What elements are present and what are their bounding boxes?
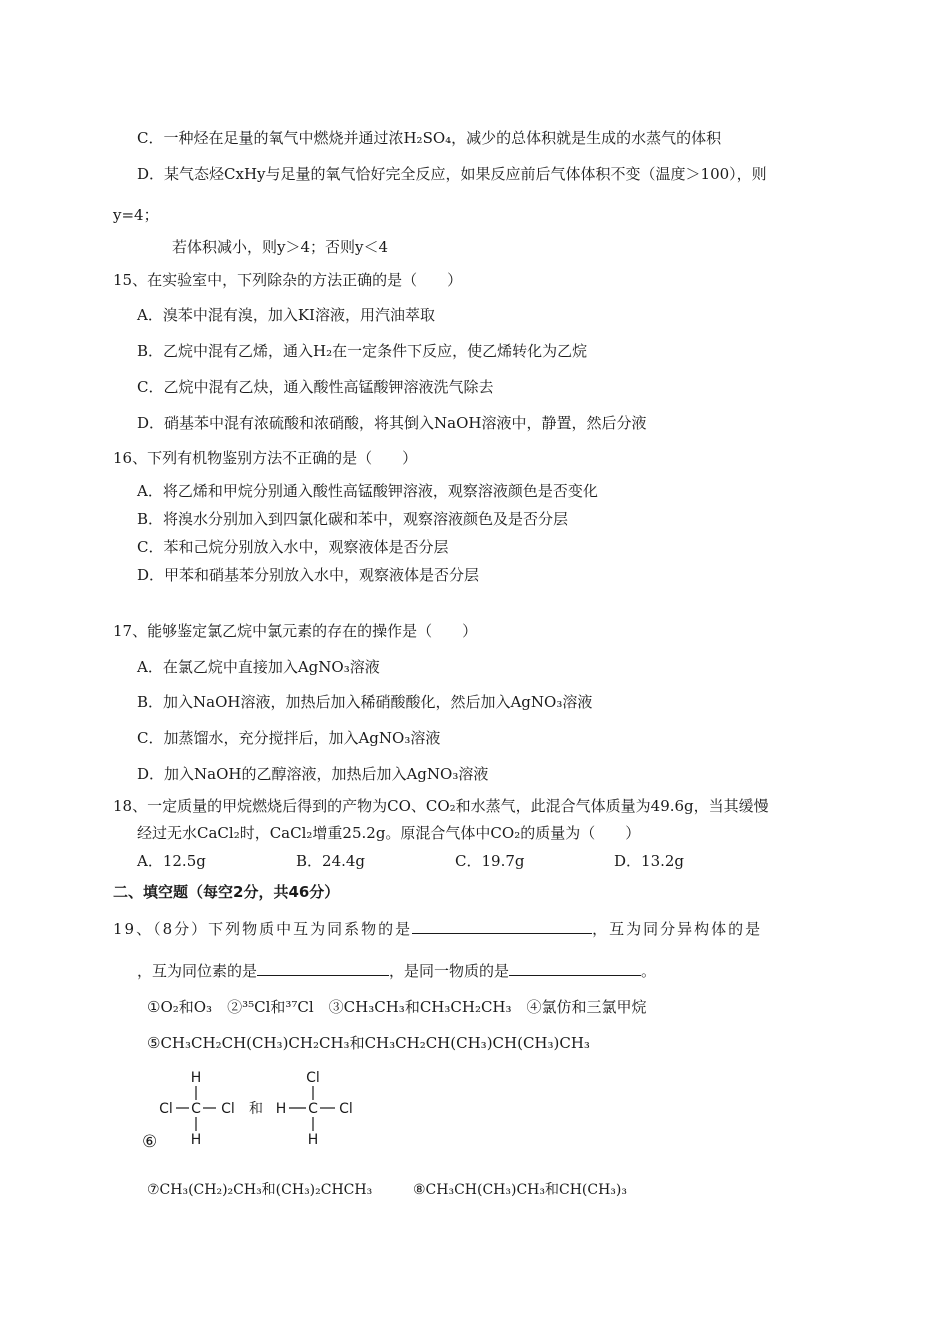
struct-left-right: Cl <box>221 1101 235 1117</box>
q19-stem-part4: ，是同一物质的是 <box>389 962 510 980</box>
q18-option-d: D．13.2g <box>614 852 685 870</box>
struct-right-top: Cl <box>306 1070 320 1086</box>
q19-items-1-to-4: ①O₂和O₃ ②³⁵Cl和³⁷Cl ③CH₃CH₃和CH₃CH₂CH₃ ④氯仿和三氯甲烷 <box>147 998 647 1016</box>
struct-conjunction: 和 <box>249 1101 263 1117</box>
q14-option-d-line3: 若体积减小，则y＞4；否则y＜4 <box>172 238 389 256</box>
struct-right-left: H <box>275 1101 287 1117</box>
q19-stem-part3: ，互为同位素的是 <box>137 962 258 980</box>
q19-stem-line2 <box>137 961 656 981</box>
q19-stem-line1 <box>113 919 762 939</box>
q15-option-a: A．溴苯中混有溴，加入KI溶液，用汽油萃取 <box>137 306 435 324</box>
q18-option-b: B．24.4g <box>296 852 366 870</box>
q19-stem-part1: 19、（8分）下列物质中互为同系物的是 <box>113 920 413 938</box>
q17-option-b: B．加入NaOH溶液，加热后加入稀硝酸酸化，然后加入AgNO₃溶液 <box>137 693 593 711</box>
q17-option-c: C．加蒸馏水，充分搅拌后，加入AgNO₃溶液 <box>137 729 441 747</box>
q17-option-d: D．加入NaOH的乙醇溶液，加热后加入AgNO₃溶液 <box>137 765 489 783</box>
q15-stem: 15、在实验室中，下列除杂的方法正确的是（ ） <box>113 271 463 289</box>
q18-stem-line2: 经过无水CaCl₂时，CaCl₂增重25.2g。原混合气体中CO₂的质量为（ ） <box>137 824 641 842</box>
q18-stem-line1: 18、一定质量的甲烷燃烧后得到的产物为CO、CO₂和水蒸气，此混合气体质量为49.6g，当其缓慢 <box>113 797 769 815</box>
struct-left-top: H <box>190 1070 202 1086</box>
q19-item-6: ⑥ <box>142 1132 158 1152</box>
answer-blank-isotopes[interactable] <box>257 961 389 976</box>
q17-option-a: A．在氯乙烷中直接加入AgNO₃溶液 <box>137 658 380 676</box>
q14-option-c: C．一种烃在足量的氧气中燃烧并通过浓H₂SO₄，减少的总体积就是生成的水蒸气的体积 <box>137 129 722 147</box>
q19-item-5: ⑤CH₃CH₂CH(CH₃)CH₂CH₃和CH₃CH₂CH(CH₃)CH(CH₃)CH₃ <box>147 1034 590 1052</box>
q14-option-d-line2: y=4； <box>113 206 159 224</box>
q19-stem-part5: 。 <box>641 962 657 980</box>
struct-left-bottom: H <box>190 1132 202 1148</box>
struct-right-right: Cl <box>339 1101 353 1117</box>
struct-left-left: Cl <box>159 1101 173 1117</box>
q19-item-7: ⑦CH₃(CH₂)₂CH₃和(CH₃)₂CHCH₃ <box>147 1182 373 1198</box>
q16-option-c: C．苯和己烷分别放入水中，观察液体是否分层 <box>137 538 449 556</box>
q15-option-d: D．硝基苯中混有浓硫酸和浓硝酸，将其倒入NaOH溶液中，静置，然后分液 <box>137 414 647 432</box>
q15-option-b: B．乙烷中混有乙烯，通入H₂在一定条件下反应，使乙烯转化为乙烷 <box>137 342 588 360</box>
q16-option-d: D．甲苯和硝基苯分别放入水中，观察液体是否分层 <box>137 566 480 584</box>
struct-right-bottom: H <box>307 1132 319 1148</box>
q18-option-c: C．19.7g <box>455 852 525 870</box>
struct-right-center: C <box>308 1101 318 1117</box>
dichloromethane-structures <box>158 1068 358 1148</box>
q16-option-b: B．将溴水分别加入到四氯化碳和苯中，观察溶液颜色及是否分层 <box>137 510 569 528</box>
struct-left-center: C <box>191 1101 201 1117</box>
q18-option-a: A．12.5g <box>137 852 206 870</box>
q15-option-c: C．乙烷中混有乙炔，通入酸性高锰酸钾溶液洗气除去 <box>137 378 494 396</box>
q19-stem-part2: ，互为同分异构体的是 <box>592 920 763 938</box>
q16-option-a: A．将乙烯和甲烷分别通入酸性高锰酸钾溶液，观察溶液颜色是否变化 <box>137 482 598 500</box>
q19-item-8: ⑧CH₃CH(CH₃)CH₃和CH(CH₃)₃ <box>413 1182 627 1198</box>
q14-option-d-line1: D．某气态烃CxHy与足量的氧气恰好完全反应，如果反应前后气体体积不变（温度＞100），则 <box>137 165 767 183</box>
q17-stem: 17、能够鉴定氯乙烷中氯元素的存在的操作是（ ） <box>113 622 478 640</box>
answer-blank-same-substance[interactable] <box>509 961 641 976</box>
q16-stem: 16、下列有机物鉴别方法不正确的是（ ） <box>113 449 418 467</box>
answer-blank-homologs[interactable] <box>412 919 592 934</box>
section-heading: 二、填空题（每空2分，共46分） <box>113 883 340 901</box>
